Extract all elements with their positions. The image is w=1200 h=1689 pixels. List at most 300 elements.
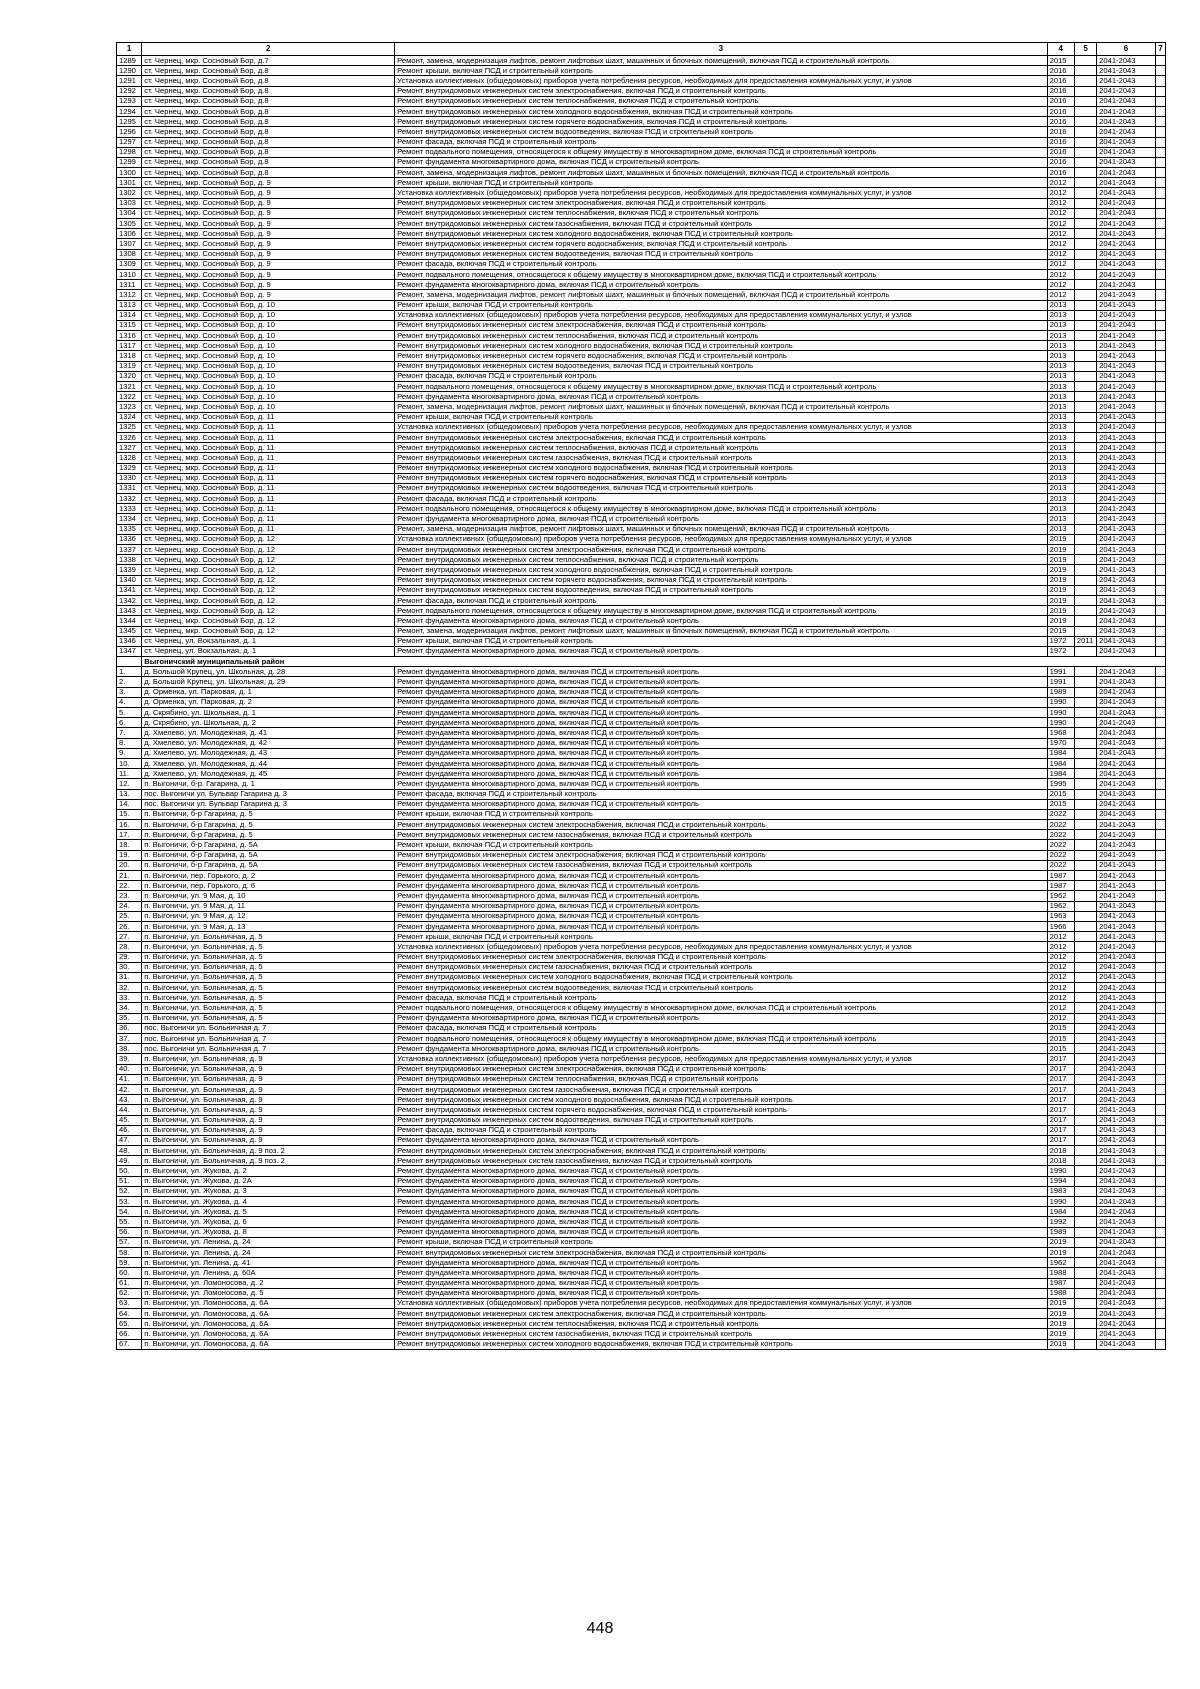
table-cell: Ремонт внутридомовых инженерных систем электроснабжения, включая ПСД и строительный контроль [395,1309,1047,1319]
table-cell: 2016 [1047,66,1074,76]
table-row [117,677,1166,687]
table-cell-empty [1155,1298,1165,1308]
table-cell-empty [1155,921,1165,931]
table-cell: п. Выгоничи, ул. Жукова, д. 8 [142,1227,395,1237]
table-cell-empty [1155,1003,1165,1013]
column-header: 5 [1074,43,1096,56]
table-cell: 1301 [117,178,142,188]
table-cell: 63. [117,1298,142,1308]
table-cell: ст. Чернец, мкр. Сосновый Бор, д. 10 [142,351,395,361]
table-cell-empty [1155,840,1165,850]
table-cell [1074,789,1096,799]
table-cell: 2016 [1047,106,1074,116]
table-row [117,1044,1166,1054]
table-cell-empty [1155,188,1165,198]
table-cell [1074,392,1096,402]
table-cell: Ремонт крыши, включая ПСД и строительный контроль [395,840,1047,850]
table-cell: 2041-2043 [1097,280,1156,290]
table-cell: 1291 [117,76,142,86]
table-cell: 2041-2043 [1097,860,1156,870]
table-cell: 1312 [117,290,142,300]
table-cell: 2041-2043 [1097,1013,1156,1023]
table-row [117,606,1166,616]
table-cell: 2012 [1047,280,1074,290]
table-row [117,738,1166,748]
table-cell: п. Выгоничи, ул. Ленина, д. 41 [142,1258,395,1268]
table-cell [1074,473,1096,483]
table-cell-empty [1155,290,1165,300]
table-cell [1074,1217,1096,1227]
table-cell-empty [1155,565,1165,575]
table-cell [1074,891,1096,901]
table-cell [1074,932,1096,942]
table-cell: д. Хмелево, ул. Молодежная, д. 44 [142,758,395,768]
table-cell: 2041-2043 [1097,1227,1156,1237]
table-cell-empty [1155,881,1165,891]
table-cell: ст. Чернец, мкр. Сосновый Бор, д. 11 [142,453,395,463]
table-cell [1074,1258,1096,1268]
table-cell: 1333 [117,504,142,514]
table-cell: 2013 [1047,422,1074,432]
table-cell [1074,565,1096,575]
table-row [117,341,1166,351]
table-cell [1074,56,1096,66]
table-cell: 4. [117,697,142,707]
table-cell-empty [1155,697,1165,707]
table-row [117,1084,1166,1094]
table-cell-empty [1155,168,1165,178]
table-cell-empty [1155,616,1165,626]
table-cell: 11. [117,769,142,779]
table-cell-empty [1155,422,1165,432]
table-cell: Ремонт фундамента многоквартирного дома, включая ПСД и строительный контроль [395,769,1047,779]
table-cell: Ремонт внутридомовых инженерных систем водоотведения, включая ПСД и строительный контроль [395,127,1047,137]
table-row [117,280,1166,290]
table-cell: Ремонт фундамента многоквартирного дома, включая ПСД и строительный контроль [395,758,1047,768]
table-cell: ст. Чернец, мкр. Сосновый Бор, д. 9 [142,198,395,208]
table-cell: Ремонт фундамента многоквартирного дома, включая ПСД и строительный контроль [395,1197,1047,1207]
table-cell [1074,147,1096,157]
table-cell: ст. Чернец, мкр. Сосновый Бор, д. 10 [142,382,395,392]
table-cell: Ремонт фасада, включая ПСД и строительный контроль [395,137,1047,147]
table-cell: 2041-2043 [1097,1146,1156,1156]
table-cell: 22. [117,881,142,891]
table-cell: Ремонт фундамента многоквартирного дома, включая ПСД и строительный контроль [395,891,1047,901]
table-row [117,402,1166,412]
table-cell: 2013 [1047,504,1074,514]
table-cell: 17. [117,830,142,840]
table-cell: 1987 [1047,1278,1074,1288]
table-cell: 1966 [1047,921,1074,931]
table-cell: ст. Чернец, мкр. Сосновый Бор, д. 11 [142,473,395,483]
table-cell-empty [1155,402,1165,412]
table-cell: 1320 [117,371,142,381]
table-cell-empty [1155,738,1165,748]
table-row [117,1319,1166,1329]
table-cell: 1972 [1047,646,1074,656]
table-cell: 2012 [1047,259,1074,269]
table-cell: 1300 [117,168,142,178]
table-cell: 1335 [117,524,142,534]
table-cell: 2022 [1047,820,1074,830]
table-cell [1074,942,1096,952]
table-cell-empty [1155,432,1165,442]
table-cell: 2041-2043 [1097,1339,1156,1349]
table-cell: 2019 [1047,616,1074,626]
table-row [117,300,1166,310]
table-cell-empty [1155,443,1165,453]
table-cell: 31. [117,972,142,982]
table-cell: 1990 [1047,697,1074,707]
table-cell: Ремонт внутридомовых инженерных систем электроснабжения, включая ПСД и строительный контроль [395,320,1047,330]
table-cell-empty [1155,728,1165,738]
table-cell: ст. Чернец, мкр. Сосновый Бор, д. 12 [142,565,395,575]
table-cell [1074,820,1096,830]
table-cell [1074,799,1096,809]
table-cell-empty [1155,1084,1165,1094]
table-cell: ст. Чернец, мкр. Сосновый Бор, д. 11 [142,504,395,514]
table-cell: п. Выгоничи, ул. Больничная, д. 9 [142,1115,395,1125]
table-cell: 2041-2043 [1097,117,1156,127]
table-cell [1074,748,1096,758]
table-cell: 2041-2043 [1097,1217,1156,1227]
table-row [117,1095,1166,1105]
table-cell: п. Выгоничи, б-р Гагарина, д. 5 [142,820,395,830]
table-cell-empty [1155,219,1165,229]
table-cell [1074,911,1096,921]
table-cell: 2041-2043 [1097,147,1156,157]
table-cell-empty [1155,667,1165,677]
table-cell: Установка коллективных (общедомовых) приборов учета потребления ресурсов, необходимых для предоставления коммунальных услуг, и узлов [395,76,1047,86]
table-cell: п. Выгоничи, ул. Больничная, д. 5 [142,942,395,952]
table-cell: Ремонт, замена, модернизация лифтов, ремонт лифтовых шахт, машинных и блочных помещений, включая ПСД и строительный контроль [395,402,1047,412]
table-cell: 1990 [1047,1166,1074,1176]
table-cell [1074,718,1096,728]
table-row [117,422,1166,432]
table-cell: 1989 [1047,1227,1074,1237]
table-cell: ст. Чернец, мкр. Сосновый Бор, д. 10 [142,371,395,381]
table-cell: 2041-2043 [1097,1258,1156,1268]
table-cell-empty [1155,901,1165,911]
table-row [117,799,1166,809]
table-cell: 1315 [117,320,142,330]
table-cell: 2041-2043 [1097,1074,1156,1084]
table-cell: п. Выгоничи, ул. Больничная, д. 5 [142,932,395,942]
table-cell [1074,178,1096,188]
table-cell: 2041-2043 [1097,687,1156,697]
table-cell: п. Выгоничи, ул. Больничная, д. 9 [142,1074,395,1084]
table-cell-empty [1155,993,1165,1003]
table-cell: 57. [117,1237,142,1247]
table-cell [1074,1207,1096,1217]
table-cell: п. Выгоничи, ул. 9 Мая, д. 12 [142,911,395,921]
table-cell: Ремонт фасада, включая ПСД и строительный контроль [395,1125,1047,1135]
table-cell: д. Орменка, ул. Парковая, д. 2 [142,697,395,707]
table-cell-empty [1155,1095,1165,1105]
table-cell-empty [1155,310,1165,320]
table-cell: 2019 [1047,595,1074,605]
table-cell: Ремонт подвального помещения, относящегося к общему имуществу в многоквартирном доме, включая ПСД и строительный контроль [395,1034,1047,1044]
table-cell: 2013 [1047,412,1074,422]
table-cell [1074,290,1096,300]
table-cell: 55. [117,1217,142,1227]
table-row [117,565,1166,575]
table-cell-empty [1155,147,1165,157]
table-cell: п. Выгоничи, ул. Жукова, д. 5 [142,1207,395,1217]
table-cell: 2041-2043 [1097,942,1156,952]
table-cell: пос. Выгоничи ул. Бульвар Гагарина д. 3 [142,799,395,809]
table-cell: 59. [117,1258,142,1268]
table-cell [1074,667,1096,677]
table-cell: 2041-2043 [1097,993,1156,1003]
table-cell: Ремонт внутридомовых инженерных систем горячего водоснабжения, включая ПСД и строительный контроль [395,239,1047,249]
table-cell: 56. [117,1227,142,1237]
table-cell: ст. Чернец, мкр. Сосновый Бор, д.8 [142,106,395,116]
table-row [117,962,1166,972]
table-cell [1074,1247,1096,1257]
table-cell: 1972 [1047,636,1074,646]
table-cell: п. Выгоничи, ул. Жукова, д. 2 [142,1166,395,1176]
table-cell: Ремонт внутридомовых инженерных систем электроснабжения, включая ПСД и строительный контроль [395,86,1047,96]
table-cell: 2041-2043 [1097,1176,1156,1186]
table-cell: 2041-2043 [1097,473,1156,483]
table-cell: Ремонт фасада, включая ПСД и строительный контроль [395,259,1047,269]
table-cell [1074,1309,1096,1319]
table-cell: ст. Чернец, мкр. Сосновый Бор, д.8 [142,147,395,157]
table-cell: ст. Чернец, мкр. Сосновый Бор, д. 10 [142,300,395,310]
table-cell: Ремонт внутридомовых инженерных систем холодного водоснабжения, включая ПСД и строительный контроль [395,1095,1047,1105]
table-cell-empty [1155,494,1165,504]
table-cell [1074,1339,1096,1349]
table-cell: Ремонт внутридомовых инженерных систем газоснабжения, включая ПСД и строительный контроль [395,830,1047,840]
table-cell: 2019 [1047,534,1074,544]
table-row [117,769,1166,779]
table-cell [1074,993,1096,1003]
table-cell: п. Выгоничи, ул. Ленина, д. 24 [142,1247,395,1257]
table-cell: 26. [117,921,142,931]
table-cell-empty [1155,575,1165,585]
table-row [117,1115,1166,1125]
table-row [117,351,1166,361]
table-cell: 1304 [117,208,142,218]
column-number-row [117,43,1166,56]
table-row [117,718,1166,728]
table-cell-empty [1155,677,1165,687]
table-cell: 43. [117,1095,142,1105]
table-row [117,891,1166,901]
table-row [117,198,1166,208]
table-cell: 2041-2043 [1097,565,1156,575]
table-cell: 2013 [1047,463,1074,473]
table-cell-empty [1155,830,1165,840]
table-cell: 46. [117,1125,142,1135]
table-cell: Ремонт фундамента многоквартирного дома, включая ПСД и строительный контроль [395,748,1047,758]
table-cell: Установка коллективных (общедомовых) приборов учета потребления ресурсов, необходимых для предоставления коммунальных услуг, и узлов [395,310,1047,320]
table-cell: 1317 [117,341,142,351]
table-cell: 2022 [1047,809,1074,819]
table-cell-empty [1155,524,1165,534]
table-cell: 2041-2043 [1097,1044,1156,1054]
table-cell: 25. [117,911,142,921]
table-cell: 1992 [1047,1217,1074,1227]
table-cell: Ремонт внутридомовых инженерных систем электроснабжения, включая ПСД и строительный контроль [395,198,1047,208]
table-cell: 54. [117,1207,142,1217]
table-cell: Ремонт фундамента многоквартирного дома, включая ПСД и строительный контроль [395,779,1047,789]
table-cell: Ремонт фасада, включая ПСД и строительный контроль [395,993,1047,1003]
table-cell-empty [1155,1166,1165,1176]
table-cell-empty [1155,1258,1165,1268]
table-cell [1074,229,1096,239]
table-cell: 2041-2043 [1097,66,1156,76]
table-cell: 2041-2043 [1097,840,1156,850]
table-cell: 2022 [1047,830,1074,840]
table-cell [1074,361,1096,371]
table-cell: 2041-2043 [1097,56,1156,66]
table-cell: 2019 [1047,626,1074,636]
table-cell: 1339 [117,565,142,575]
table-cell-empty [1155,1319,1165,1329]
table-cell: 2041-2043 [1097,341,1156,351]
table-cell: 38. [117,1044,142,1054]
table-cell-empty [1155,1156,1165,1166]
table-cell: ст. Чернец, мкр. Сосновый Бор, д. 12 [142,626,395,636]
column-header: 4 [1047,43,1074,56]
table-cell: 1318 [117,351,142,361]
table-cell [1074,1268,1096,1278]
table-cell: ст. Чернец, мкр. Сосновый Бор, д. 12 [142,616,395,626]
table-cell: Ремонт внутридомовых инженерных систем газоснабжения, включая ПСД и строительный контроль [395,962,1047,972]
table-cell: п. Выгоничи, ул. Больничная, д. 5 [142,952,395,962]
table-cell: 2041-2043 [1097,1034,1156,1044]
table-cell: 2013 [1047,331,1074,341]
column-header: 1 [117,43,142,56]
table-cell-empty [1155,208,1165,218]
table-cell: Ремонт фундамента многоквартирного дома, включая ПСД и строительный контроль [395,646,1047,656]
table-cell [1074,402,1096,412]
table-row [117,545,1166,555]
table-row [117,1288,1166,1298]
table-cell [1074,382,1096,392]
table-cell: п. Выгоничи, ул. Жукова, д. 4 [142,1197,395,1207]
table-row [117,687,1166,697]
table-row [117,269,1166,279]
table-cell: 2. [117,677,142,687]
table-cell: 2013 [1047,371,1074,381]
table-cell: 1991 [1047,677,1074,687]
table-cell-empty [1155,534,1165,544]
table-cell: 2012 [1047,983,1074,993]
table-cell: 2019 [1047,1237,1074,1247]
table-cell [1074,830,1096,840]
table-cell: 2041-2043 [1097,137,1156,147]
table-cell: 2041-2043 [1097,239,1156,249]
table-cell: Ремонт внутридомовых инженерных систем электроснабжения, включая ПСД и строительный контроль [395,432,1047,442]
table-cell: 1331 [117,483,142,493]
table-cell-empty [1155,850,1165,860]
table-cell [1074,188,1096,198]
table-cell: 49. [117,1156,142,1166]
table-cell: Ремонт внутридомовых инженерных систем теплоснабжения, включая ПСД и строительный контроль [395,555,1047,565]
table-cell-empty [1155,758,1165,768]
table-cell [1074,168,1096,178]
table-cell-empty [1155,1329,1165,1339]
table-cell [1074,412,1096,422]
table-cell: Ремонт крыши, включая ПСД и строительный контроль [395,1237,1047,1247]
table-row [117,830,1166,840]
table-cell: 1994 [1047,1176,1074,1186]
table-cell: 1987 [1047,871,1074,881]
table-cell: 2041-2043 [1097,76,1156,86]
table-cell: 1323 [117,402,142,412]
table-cell: ст. Чернец, мкр. Сосновый Бор, д. 9 [142,219,395,229]
table-cell: 1338 [117,555,142,565]
table-cell: 2041-2043 [1097,1309,1156,1319]
table-cell [1074,514,1096,524]
table-cell: 1299 [117,157,142,167]
table-cell: 2041-2043 [1097,1319,1156,1329]
table-cell: 1295 [117,117,142,127]
table-cell: 15. [117,809,142,819]
table-cell: 2041-2043 [1097,178,1156,188]
table-cell: 1970 [1047,738,1074,748]
table-cell: ст. Чернец, мкр. Сосновый Бор, д. 10 [142,331,395,341]
table-cell [1074,1237,1096,1247]
table-cell: 2041-2043 [1097,1003,1156,1013]
table-cell: 2041-2043 [1097,1329,1156,1339]
table-cell: 2041-2043 [1097,932,1156,942]
table-cell [1074,443,1096,453]
table-cell: Ремонт фундамента многоквартирного дома, включая ПСД и строительный контроль [395,1278,1047,1288]
table-row [117,972,1166,982]
table-cell: 1984 [1047,748,1074,758]
table-cell-empty [1155,96,1165,106]
table-cell: Ремонт фундамента многоквартирного дома, включая ПСД и строительный контроль [395,728,1047,738]
table-row [117,1166,1166,1176]
table-cell: 2041-2043 [1097,198,1156,208]
table-cell: Ремонт крыши, включая ПСД и строительный контроль [395,66,1047,76]
table-row [117,127,1166,137]
table-cell: 2013 [1047,483,1074,493]
table-cell: 2011 [1074,636,1096,646]
table-cell: ст. Чернец, мкр. Сосновый Бор, д. 11 [142,524,395,534]
table-cell: 2041-2043 [1097,667,1156,677]
table-cell: Ремонт внутридомовых инженерных систем электроснабжения, включая ПСД и строительный контроль [395,820,1047,830]
table-cell: ст. Чернец, мкр. Сосновый Бор, д. 12 [142,555,395,565]
table-cell: Ремонт внутридомовых инженерных систем горячего водоснабжения, включая ПСД и строительный контроль [395,1105,1047,1115]
table-row [117,320,1166,330]
table-cell: ст. Чернец, мкр. Сосновый Бор, д. 9 [142,229,395,239]
table-cell: 2019 [1047,585,1074,595]
table-cell: 1343 [117,606,142,616]
table-cell: 62. [117,1288,142,1298]
table-cell: ст. Чернец, мкр. Сосновый Бор, д. 9 [142,280,395,290]
table-cell [1074,453,1096,463]
table-cell: 27. [117,932,142,942]
table-cell: Ремонт подвального помещения, относящегося к общему имуществу в многоквартирном доме, включая ПСД и строительный контроль [395,504,1047,514]
table-cell: 2041-2043 [1097,1125,1156,1135]
table-cell: п. Выгоничи, ул. Больничная, д. 5 [142,1003,395,1013]
table-cell: 2041-2043 [1097,1105,1156,1115]
table-row [117,1247,1166,1257]
table-cell-empty [1155,952,1165,962]
table-cell: ст. Чернец, мкр. Сосновый Бор, д.8 [142,96,395,106]
table-cell [1074,687,1096,697]
table-cell: 2041-2043 [1097,300,1156,310]
table-row [117,1023,1166,1033]
table-cell [1074,769,1096,779]
table-cell: 2041-2043 [1097,392,1156,402]
table-cell: ст. Чернец, мкр. Сосновый Бор, д. 11 [142,422,395,432]
